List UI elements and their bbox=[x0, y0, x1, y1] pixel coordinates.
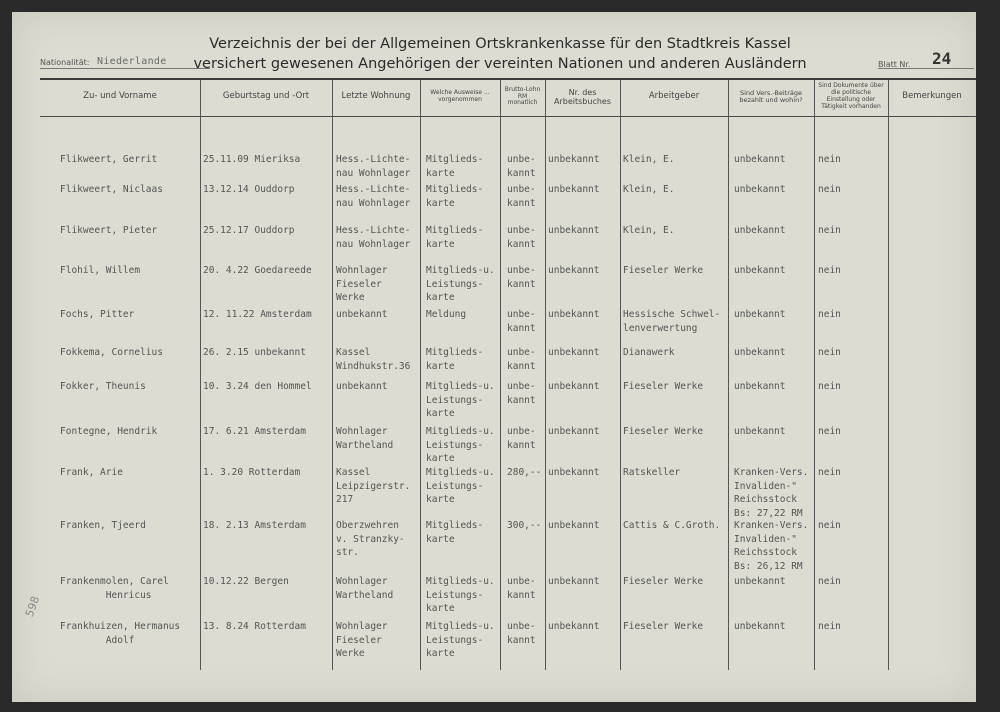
cell-ausweis: Mitglieds-u. Leistungs- karte bbox=[426, 621, 495, 659]
cell-address: Wohnlager Wartheland bbox=[336, 576, 394, 601]
cell-name: Frank, Arie bbox=[60, 467, 123, 478]
cell-lohn: unbe- kannt bbox=[507, 154, 536, 179]
column-header: Welche Ausweise ... vorgenommen bbox=[430, 89, 490, 103]
table-header-rule bbox=[40, 116, 976, 117]
cell-address: Kassel Windhukstr.36 bbox=[336, 347, 411, 372]
cell-ausweis: Mitglieds- karte bbox=[426, 347, 484, 372]
cell-ausweis: Mitglieds-u. Leistungs- karte bbox=[426, 265, 495, 303]
cell-dokumente: nein bbox=[818, 520, 841, 531]
nationality-value: Niederlande bbox=[97, 56, 167, 67]
cell-beitraege: unbekannt bbox=[734, 154, 786, 165]
cell-arbeitgeber: Fieseler Werke bbox=[623, 621, 704, 632]
column-header: Sind Dokumente über die politische Einstellung oder Tätigkeit vorhanden bbox=[818, 82, 884, 110]
column-rule bbox=[200, 80, 201, 670]
cell-name: Flikweert, Gerrit bbox=[60, 154, 158, 165]
cell-ausweis: Mitglieds- karte bbox=[426, 184, 484, 209]
cell-lohn: unbe- kannt bbox=[507, 184, 536, 209]
column-rule bbox=[500, 80, 501, 670]
column-header: Geburtstag und -Ort bbox=[222, 91, 310, 102]
cell-arbeitsbuch: unbekannt bbox=[548, 265, 600, 276]
cell-ausweis: Mitglieds- karte bbox=[426, 520, 484, 545]
cell-ausweis: Mitglieds-u. Leistungs- karte bbox=[426, 381, 495, 419]
cell-arbeitsbuch: unbekannt bbox=[548, 347, 600, 358]
cell-ausweis: Mitglieds- karte bbox=[426, 154, 484, 179]
column-header: Zu- und Vorname bbox=[83, 91, 157, 102]
cell-name: Franken, Tjeerd bbox=[60, 520, 146, 531]
cell-arbeitgeber: Hessische Schwel- lenverwertung bbox=[623, 309, 721, 334]
column-rule bbox=[420, 80, 421, 670]
column-rule bbox=[728, 80, 729, 670]
cell-birth: 25.12.17 Ouddorp bbox=[203, 225, 295, 236]
cell-lohn: unbe- kannt bbox=[507, 347, 536, 372]
cell-birth: 12. 11.22 Amsterdam bbox=[203, 309, 312, 320]
column-rule bbox=[814, 80, 815, 670]
cell-address: Hess.-Lichte- nau Wohnlager bbox=[336, 154, 411, 179]
cell-lohn: unbe- kannt bbox=[507, 309, 536, 334]
sheet-number-underline bbox=[878, 68, 974, 69]
cell-dokumente: nein bbox=[818, 265, 841, 276]
cell-birth: 25.11.09 Mieriksa bbox=[203, 154, 301, 165]
cell-arbeitsbuch: unbekannt bbox=[548, 621, 600, 632]
cell-beitraege: unbekannt bbox=[734, 381, 786, 392]
cell-address: Wohnlager Wartheland bbox=[336, 426, 394, 451]
cell-dokumente: nein bbox=[818, 426, 841, 437]
column-header: Nr. des Arbeitsbuches bbox=[554, 87, 611, 106]
cell-lohn: 280,-- bbox=[507, 467, 542, 478]
cell-birth: 10. 3.24 den Hommel bbox=[203, 381, 312, 392]
cell-ausweis: Mitglieds-u. Leistungs- karte bbox=[426, 426, 495, 464]
cell-beitraege: Kranken-Vers. Invaliden-" Reichsstock Bs: 27,22 RM bbox=[734, 467, 809, 519]
cell-lohn: unbe- kannt bbox=[507, 225, 536, 250]
cell-name: Frankenmolen, Carel Henricus bbox=[60, 576, 169, 601]
cell-beitraege: Kranken-Vers. Invaliden-" Reichsstock Bs: 26,12 RM bbox=[734, 520, 809, 572]
cell-name: Fokkema, Cornelius bbox=[60, 347, 163, 358]
cell-birth: 13. 8.24 Rotterdam bbox=[203, 621, 306, 632]
cell-birth: 20. 4.22 Goedareede bbox=[203, 265, 312, 276]
sheet-number: 24 bbox=[932, 49, 952, 68]
cell-dokumente: nein bbox=[818, 467, 841, 478]
cell-beitraege: unbekannt bbox=[734, 576, 786, 587]
cell-dokumente: nein bbox=[818, 184, 841, 195]
column-rule bbox=[620, 80, 621, 670]
cell-arbeitgeber: Fieseler Werke bbox=[623, 426, 704, 437]
cell-arbeitsbuch: unbekannt bbox=[548, 225, 600, 236]
cell-arbeitgeber: Ratskeller bbox=[623, 467, 681, 478]
cell-lohn: unbe- kannt bbox=[507, 621, 536, 646]
title-line-2: versichert gewesenen Angehörigen der vereinten Nationen und anderen Ausländern bbox=[193, 56, 807, 72]
cell-lohn: unbe- kannt bbox=[507, 576, 536, 601]
cell-arbeitsbuch: unbekannt bbox=[548, 381, 600, 392]
cell-beitraege: unbekannt bbox=[734, 184, 786, 195]
cell-ausweis: Mitglieds- karte bbox=[426, 225, 484, 250]
cell-arbeitgeber: Klein, E. bbox=[623, 154, 675, 165]
cell-address: Hess.-Lichte- nau Wohnlager bbox=[336, 225, 411, 250]
cell-arbeitgeber: Fieseler Werke bbox=[623, 381, 704, 392]
cell-arbeitgeber: Fieseler Werke bbox=[623, 576, 704, 587]
column-header: Bemerkungen bbox=[902, 91, 962, 102]
nationality-underline bbox=[40, 68, 210, 69]
cell-beitraege: unbekannt bbox=[734, 309, 786, 320]
cell-address: Oberzwehren v. Stranzky- str. bbox=[336, 520, 405, 558]
cell-arbeitgeber: Cattis & C.Groth. bbox=[623, 520, 721, 531]
column-header: Letzte Wohnung bbox=[341, 91, 411, 102]
cell-beitraege: unbekannt bbox=[734, 225, 786, 236]
cell-beitraege: unbekannt bbox=[734, 265, 786, 276]
title-line-1: Verzeichnis der bei der Allgemeinen Ortskrankenkasse für den Stadtkreis Kassel bbox=[209, 36, 791, 52]
cell-dokumente: nein bbox=[818, 309, 841, 320]
cell-name: Fontegne, Hendrik bbox=[60, 426, 158, 437]
cell-ausweis: Meldung bbox=[426, 309, 467, 320]
cell-birth: 26. 2.15 unbekannt bbox=[203, 347, 306, 358]
cell-address: Wohnlager Fieseler Werke bbox=[336, 265, 388, 303]
cell-arbeitsbuch: unbekannt bbox=[548, 467, 600, 478]
nationality-label: Nationalität: bbox=[40, 58, 90, 67]
cell-lohn: 300,-- bbox=[507, 520, 542, 531]
cell-address: unbekannt bbox=[336, 309, 388, 320]
cell-name: Flikweert, Niclaas bbox=[60, 184, 163, 195]
cell-birth: 10.12.22 Bergen bbox=[203, 576, 289, 587]
sheet-number-label: Blatt Nr. bbox=[878, 60, 911, 69]
cell-name: Flohil, Willem bbox=[60, 265, 141, 276]
cell-address: Wohnlager Fieseler Werke bbox=[336, 621, 388, 659]
cell-birth: 13.12.14 Ouddorp bbox=[203, 184, 295, 195]
cell-lohn: unbe- kannt bbox=[507, 381, 536, 406]
column-header: Arbeitgeber bbox=[648, 91, 700, 102]
column-rule bbox=[888, 80, 889, 670]
cell-lohn: unbe- kannt bbox=[507, 265, 536, 290]
cell-address: unbekannt bbox=[336, 381, 388, 392]
cell-birth: 18. 2.13 Amsterdam bbox=[203, 520, 306, 531]
cell-beitraege: unbekannt bbox=[734, 426, 786, 437]
cell-dokumente: nein bbox=[818, 381, 841, 392]
column-header: Brutto-Lohn RM monatlich bbox=[504, 85, 541, 107]
cell-ausweis: Mitglieds-u. Leistungs- karte bbox=[426, 576, 495, 614]
column-rule bbox=[332, 80, 333, 670]
margin-annotation: 598 bbox=[22, 594, 43, 619]
cell-arbeitgeber: Klein, E. bbox=[623, 225, 675, 236]
cell-arbeitsbuch: unbekannt bbox=[548, 309, 600, 320]
column-header: Sind Vers.-Beiträge bezahlt und wohin? bbox=[739, 88, 803, 104]
cell-name: Fochs, Pitter bbox=[60, 309, 135, 320]
cell-arbeitsbuch: unbekannt bbox=[548, 520, 600, 531]
cell-arbeitsbuch: unbekannt bbox=[548, 426, 600, 437]
cell-arbeitgeber: Fieseler Werke bbox=[623, 265, 704, 276]
cell-dokumente: nein bbox=[818, 621, 841, 632]
cell-dokumente: nein bbox=[818, 225, 841, 236]
cell-dokumente: nein bbox=[818, 154, 841, 165]
cell-birth: 17. 6.21 Amsterdam bbox=[203, 426, 306, 437]
cell-lohn: unbe- kannt bbox=[507, 426, 536, 451]
cell-address: Hess.-Lichte- nau Wohnlager bbox=[336, 184, 411, 209]
cell-ausweis: Mitglieds-u. Leistungs- karte bbox=[426, 467, 495, 505]
cell-name: Flikweert, Pieter bbox=[60, 225, 158, 236]
cell-dokumente: nein bbox=[818, 347, 841, 358]
cell-birth: 1. 3.20 Rotterdam bbox=[203, 467, 301, 478]
cell-arbeitsbuch: unbekannt bbox=[548, 154, 600, 165]
cell-name: Frankhuizen, Hermanus Adolf bbox=[60, 621, 181, 646]
cell-arbeitgeber: Klein, E. bbox=[623, 184, 675, 195]
cell-arbeitsbuch: unbekannt bbox=[548, 184, 600, 195]
cell-address: Kassel Leipzigerstr. 217 bbox=[336, 467, 411, 505]
cell-dokumente: nein bbox=[818, 576, 841, 587]
cell-beitraege: unbekannt bbox=[734, 347, 786, 358]
cell-arbeitgeber: Dianawerk bbox=[623, 347, 675, 358]
column-rule bbox=[545, 80, 546, 670]
cell-beitraege: unbekannt bbox=[734, 621, 786, 632]
cell-name: Fokker, Theunis bbox=[60, 381, 146, 392]
cell-arbeitsbuch: unbekannt bbox=[548, 576, 600, 587]
